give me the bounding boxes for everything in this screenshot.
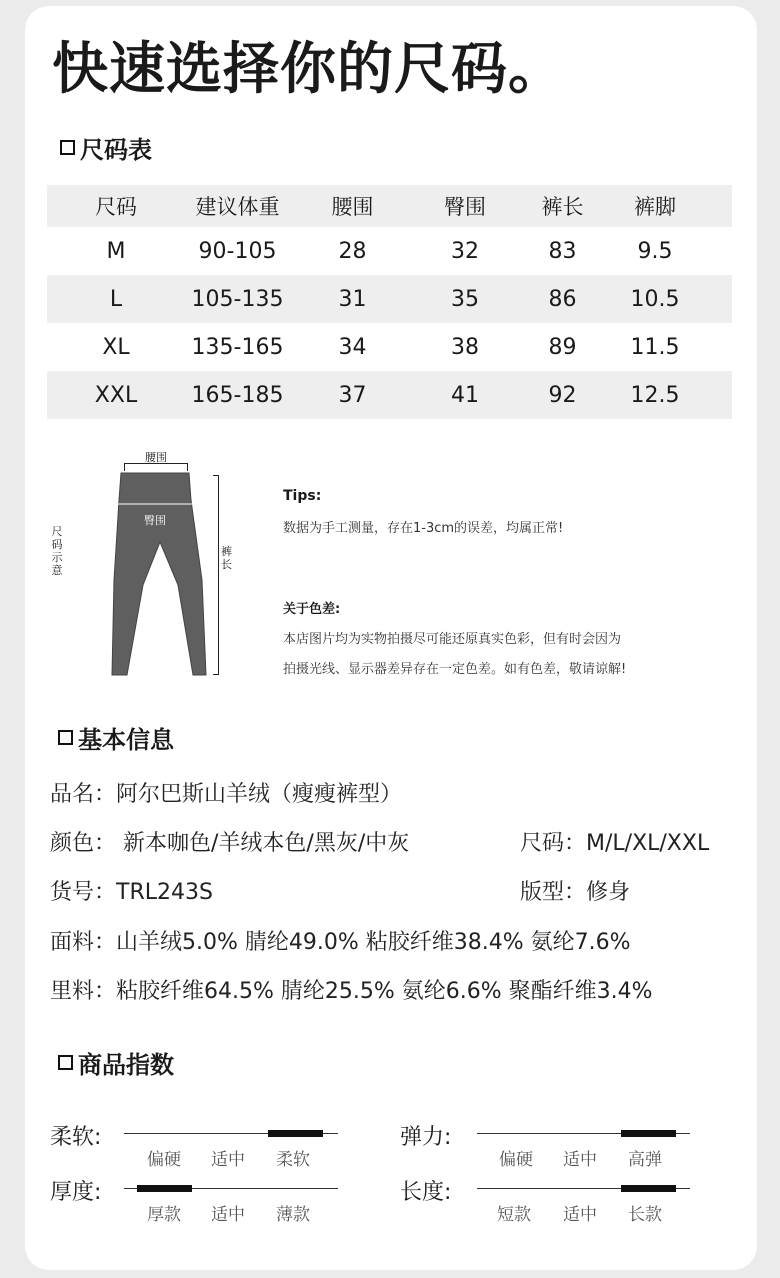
product-name: 品名：阿尔巴斯山羊绒（瘦瘦裤型） [50, 782, 403, 807]
length-index-label: 长度: [400, 1180, 452, 1205]
length-option: 适中 [563, 1205, 597, 1225]
table-header-cell: 建议体重 [195, 195, 280, 219]
color-diff-text-1: 本店图片均为实物拍摄尽可能还原真实色彩，但有时会因为 [283, 632, 622, 647]
table-cell: 86 [548, 286, 577, 312]
elasticity-indicator [621, 1130, 676, 1137]
color-diff-heading: 关于色差: [283, 602, 341, 617]
table-cell: 12.5 [630, 382, 680, 408]
table-row [47, 227, 732, 275]
product-sizes: 尺码：M/L/XL/XXL [520, 831, 710, 856]
length-indicator [621, 1185, 676, 1192]
table-cell: 32 [451, 238, 479, 264]
table-cell: 165-185 [191, 382, 284, 408]
table-cell: 41 [451, 382, 479, 408]
thickness-option: 薄款 [276, 1205, 310, 1225]
table-header-cell: 腰围 [331, 195, 374, 219]
table-cell: 37 [338, 382, 367, 408]
thickness-indicator [137, 1185, 192, 1192]
size-table [47, 185, 732, 419]
length-option: 长款 [628, 1205, 662, 1225]
square-icon [58, 730, 73, 745]
square-icon [58, 1055, 73, 1070]
table-header-cell: 臀围 [444, 195, 486, 219]
table-cell: 10.5 [630, 286, 680, 312]
table-cell: XL [102, 334, 130, 360]
size-table-heading: 尺码表 [60, 130, 152, 165]
table-header-cell: 裤脚 [634, 195, 676, 219]
table-cell: 28 [338, 238, 367, 264]
table-cell: 90-105 [198, 238, 277, 264]
elasticity-label: 弹力: [400, 1125, 452, 1150]
table-cell: 34 [338, 334, 367, 360]
product-sku: 货号：TRL243S [50, 880, 213, 905]
softness-option: 偏硬 [147, 1150, 181, 1170]
size-diagram-side-label: 尺码示意 [51, 525, 63, 577]
softness-label: 柔软: [50, 1125, 102, 1150]
table-row [47, 275, 732, 323]
table-cell: 135-165 [191, 334, 284, 360]
table-row [47, 371, 732, 419]
elasticity-option: 高弹 [628, 1150, 662, 1170]
table-cell: 9.5 [637, 238, 673, 264]
table-cell: XXL [94, 382, 138, 408]
product-fabric: 面料：山羊绒5.0% 腈纶49.0% 粘胶纤维38.4% 氨纶7.6% [50, 930, 631, 955]
hip-label: 臀围 [144, 514, 166, 527]
product-fit: 版型：修身 [520, 880, 631, 905]
color-diff-text-2: 拍摄光线、显示器差异存在一定色差。如有色差，敬请谅解! [283, 662, 627, 677]
product-lining: 里料：粘胶纤维64.5% 腈纶25.5% 氨纶6.6% 聚酯纤维3.4% [50, 979, 653, 1004]
thickness-option: 适中 [211, 1205, 245, 1225]
length-option: 短款 [497, 1205, 531, 1225]
table-header-cell: 裤长 [541, 195, 584, 219]
tips-text: 数据为手工测量，存在1-3cm的误差，均属正常! [283, 521, 564, 536]
softness-option: 柔软 [276, 1150, 310, 1170]
table-cell: 38 [451, 334, 479, 360]
product-color: 颜色： 新本咖色/羊绒本色/黑灰/中灰 [50, 831, 410, 856]
waist-label: 腰围 [145, 451, 167, 464]
elasticity-option: 偏硬 [499, 1150, 533, 1170]
softness-option: 适中 [211, 1150, 245, 1170]
table-cell: 11.5 [630, 334, 680, 360]
length-bracket [213, 475, 219, 675]
table-cell: 35 [451, 286, 479, 312]
table-header-cell: 尺码 [95, 195, 137, 219]
pants-illustration [105, 470, 215, 680]
table-cell: L [109, 286, 123, 312]
table-header-row [47, 185, 732, 227]
table-cell: M [106, 238, 126, 264]
thickness-option: 厚款 [147, 1205, 181, 1225]
basic-info-heading: 基本信息 [58, 720, 174, 755]
table-cell: 31 [338, 286, 367, 312]
elasticity-option: 适中 [563, 1150, 597, 1170]
page-title: 快速选择你的尺码。 [52, 37, 565, 102]
thickness-label: 厚度: [50, 1180, 102, 1205]
table-cell: 92 [548, 382, 577, 408]
tips-heading: Tips: [283, 488, 322, 504]
product-index-heading: 商品指数 [58, 1045, 174, 1080]
table-cell: 89 [548, 334, 577, 360]
table-cell: 105-135 [191, 286, 284, 312]
table-row [47, 323, 732, 371]
table-cell: 83 [548, 238, 577, 264]
length-label: 裤长 [221, 545, 232, 571]
square-icon [60, 140, 75, 155]
softness-indicator [268, 1130, 323, 1137]
